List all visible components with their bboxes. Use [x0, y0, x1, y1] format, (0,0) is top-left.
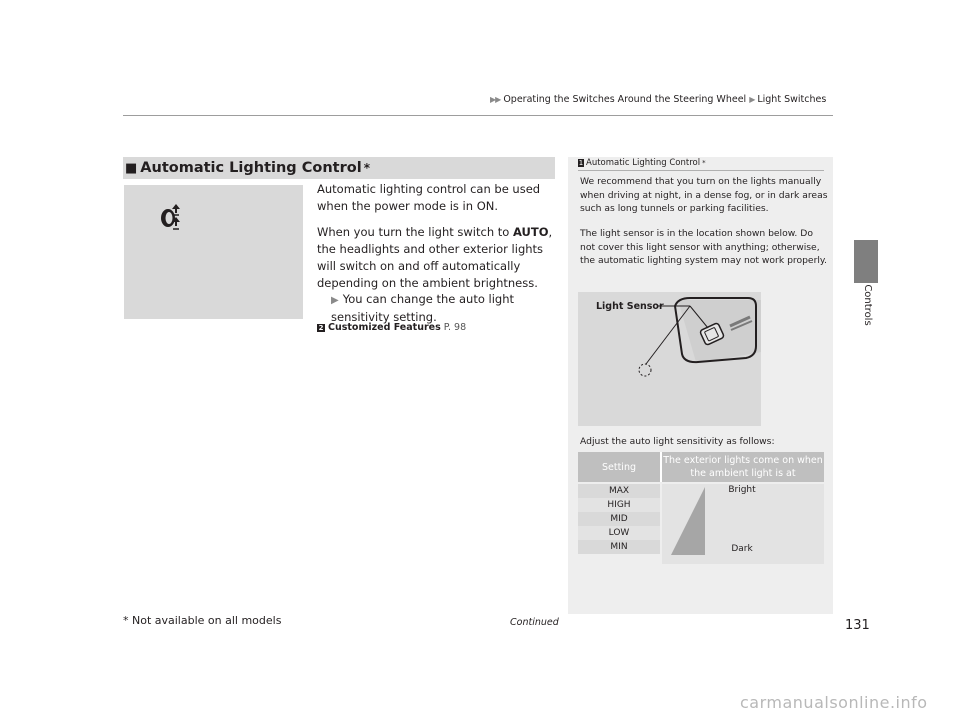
table-row: MAX [578, 484, 660, 498]
xref-title[interactable]: Customized Features [328, 322, 441, 333]
availability-mark: * [702, 159, 706, 167]
indicator-image [124, 185, 303, 319]
footnote: * Not available on all models [123, 614, 282, 627]
side-note-paragraph: We recommend that you turn on the lights manually when driving at night, in a dense fog, or in dark areas such as long tunnels or parking facilities. [580, 176, 828, 215]
continued-label: Continued [510, 617, 559, 628]
sensitivity-wedge-icon [671, 485, 705, 557]
breadcrumb [490, 94, 826, 105]
side-note-paragraph: The light sensor is in the location shown below. Do not cover this light sensor with anything; otherwise, the automatic lighting system may not work properly. [580, 228, 827, 267]
chapter-tab-label[interactable]: Controls [862, 284, 873, 326]
bullet-text: You can change the auto light sensitivity setting. [331, 292, 515, 324]
table-row: MID [578, 512, 660, 526]
table-header-row [578, 452, 824, 482]
availability-mark: * [363, 161, 370, 175]
auto-keyword: AUTO [512, 225, 549, 239]
light-sensor-label: Light Sensor [596, 301, 664, 312]
section-title: Automatic Lighting Control [140, 160, 362, 176]
side-note-divider [578, 170, 824, 171]
xref-page[interactable]: P. 98 [443, 322, 467, 333]
bullet-note [331, 291, 556, 326]
body-paragraph [317, 224, 557, 292]
chapter-tab-marker[interactable] [854, 240, 878, 283]
table-row: MIN [578, 540, 660, 554]
cross-reference-link[interactable] [317, 322, 466, 333]
section-bullet-icon: ■ [125, 160, 138, 176]
breadcrumb-item[interactable]: Operating the Switches Around the Steering Wheel [503, 94, 747, 105]
reference-number-icon: 1 [578, 159, 584, 167]
breadcrumb-arrow-icon: ▶▶ [490, 95, 501, 104]
table-header-setting: Setting [601, 461, 636, 473]
body-text-segment: , the headlights and other exterior lights will switch on and off automatically depending on the ambient brightness. [317, 225, 553, 290]
side-note-title-text: Automatic Lighting Control [586, 158, 701, 168]
page-number: 131 [845, 618, 870, 633]
header-divider [123, 115, 833, 116]
table-header-description: The exterior lights come on when the ambient light is at [663, 455, 823, 479]
bullet-arrow-icon: ▶ [331, 295, 339, 306]
side-note-paragraph: Adjust the auto light sensitivity as follows: [580, 436, 775, 447]
dashboard-sensor-diagram [578, 292, 761, 426]
breadcrumb-item[interactable]: Light Switches [757, 94, 827, 105]
section-heading [123, 157, 555, 179]
breadcrumb-arrow-icon: ▶ [749, 95, 755, 104]
auto-light-indicator-icon [160, 200, 182, 232]
cross-reference-icon: 2 [318, 323, 324, 332]
bright-label: Bright [728, 485, 756, 495]
table-row: HIGH [578, 498, 660, 512]
side-note-title [578, 158, 706, 168]
light-sensor-illustration [578, 292, 761, 426]
table-row: LOW [578, 526, 660, 540]
body-paragraph: Automatic lighting control can be used when the power mode is in ON. [317, 182, 541, 213]
body-text-segment: When you turn the light switch to [317, 225, 513, 239]
watermark: carmanualsonline.info [740, 693, 928, 712]
dark-label: Dark [731, 544, 753, 554]
